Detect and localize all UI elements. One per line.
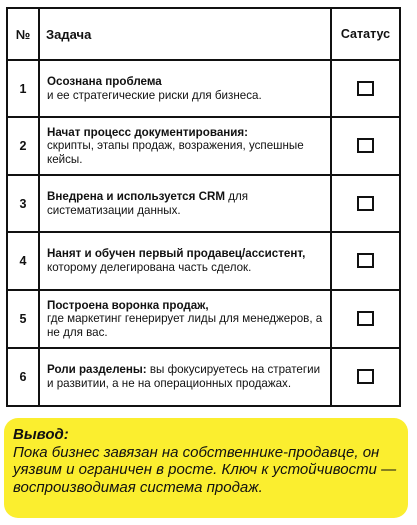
task-description: вы фокусируетесь на стратегии и развитии, а не на операционных продажах. bbox=[47, 363, 321, 390]
task-cell bbox=[39, 117, 331, 175]
task-cell bbox=[39, 348, 331, 406]
conclusion-title: Вывод: bbox=[13, 426, 69, 443]
checkbox-icon[interactable] bbox=[357, 196, 374, 211]
header-number: № bbox=[7, 8, 39, 60]
task-cell bbox=[39, 60, 331, 117]
row-number: 4 bbox=[7, 232, 39, 290]
table-header-row bbox=[7, 8, 400, 60]
conclusion-box bbox=[4, 418, 408, 518]
task-title: Внедрена и используется CRM bbox=[47, 189, 226, 203]
checkbox-icon[interactable] bbox=[357, 311, 374, 326]
checkbox-icon[interactable] bbox=[357, 369, 374, 384]
table-row bbox=[7, 175, 400, 232]
status-cell bbox=[331, 232, 400, 290]
table-row bbox=[7, 232, 400, 290]
table-row bbox=[7, 290, 400, 348]
checkbox-icon[interactable] bbox=[357, 81, 374, 96]
row-number: 3 bbox=[7, 175, 39, 232]
checkbox-icon[interactable] bbox=[357, 138, 374, 153]
checklist-table bbox=[6, 7, 401, 407]
task-description: и ее стратегические риски для бизнеса. bbox=[47, 88, 262, 102]
task-title: Нанят и обучен первый продавец/ассистент, bbox=[47, 247, 306, 261]
task-description: скрипты, этапы продаж, возражения, успешные кейсы. bbox=[47, 139, 304, 166]
task-title: Осознана проблема bbox=[47, 74, 162, 88]
task-description: где маркетинг генерирует лиды для менеджеров, а не для вас. bbox=[47, 312, 323, 339]
table-row bbox=[7, 60, 400, 117]
header-status: Сататус bbox=[331, 8, 400, 60]
task-cell bbox=[39, 175, 331, 232]
status-cell bbox=[331, 290, 400, 348]
status-cell bbox=[331, 348, 400, 406]
row-number: 1 bbox=[7, 60, 39, 117]
row-number: 2 bbox=[7, 117, 39, 175]
status-cell bbox=[331, 175, 400, 232]
conclusion-text: Пока бизнес завязан на собственнике-продавце, он уязвим и ограничен в росте. Ключ к устойчивости — воспроизводимая система продаж. bbox=[13, 443, 397, 496]
row-number: 5 bbox=[7, 290, 39, 348]
checkbox-icon[interactable] bbox=[357, 253, 374, 268]
status-cell bbox=[331, 117, 400, 175]
table-row bbox=[7, 348, 400, 406]
table-row bbox=[7, 117, 400, 175]
task-title: Построена воронка продаж, bbox=[47, 298, 209, 312]
task-description: которому делегирована часть сделок. bbox=[47, 261, 252, 274]
task-cell bbox=[39, 290, 331, 348]
status-cell bbox=[331, 60, 400, 117]
row-number: 6 bbox=[7, 348, 39, 406]
task-title: Начат процесс документирования: bbox=[47, 125, 249, 139]
header-task: Задача bbox=[39, 8, 331, 60]
task-cell bbox=[39, 232, 331, 290]
task-title: Роли разделены: bbox=[47, 363, 147, 377]
task-description: для систематизации данных. bbox=[47, 189, 249, 217]
